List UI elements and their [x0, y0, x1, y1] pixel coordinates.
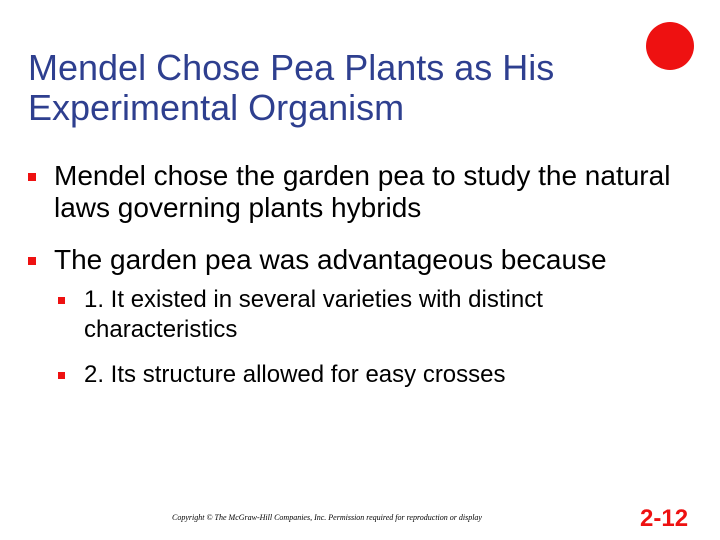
red-circle-icon	[646, 22, 694, 70]
slide-title: Mendel Chose Pea Plants as His Experimental Organism	[28, 47, 555, 128]
bullet-text: The garden pea was advantageous because	[54, 244, 607, 275]
sub-bullet-text: 1. It existed in several varieties with distinct characteristics	[84, 286, 543, 343]
sub-bullet-text: 2. Its structure allowed for easy crosses	[84, 361, 506, 388]
square-bullet-icon	[28, 173, 36, 181]
square-bullet-icon	[58, 372, 65, 379]
bullet-text: Mendel chose the garden pea to study the natural laws governing plants hybrids	[54, 160, 671, 223]
square-bullet-icon	[58, 297, 65, 304]
square-bullet-icon	[28, 257, 36, 265]
slide-number: 2-12	[640, 505, 689, 532]
copyright-footer: Copyright © The McGraw-Hill Companies, Inc. Permission required for reproduction or display	[172, 513, 482, 522]
